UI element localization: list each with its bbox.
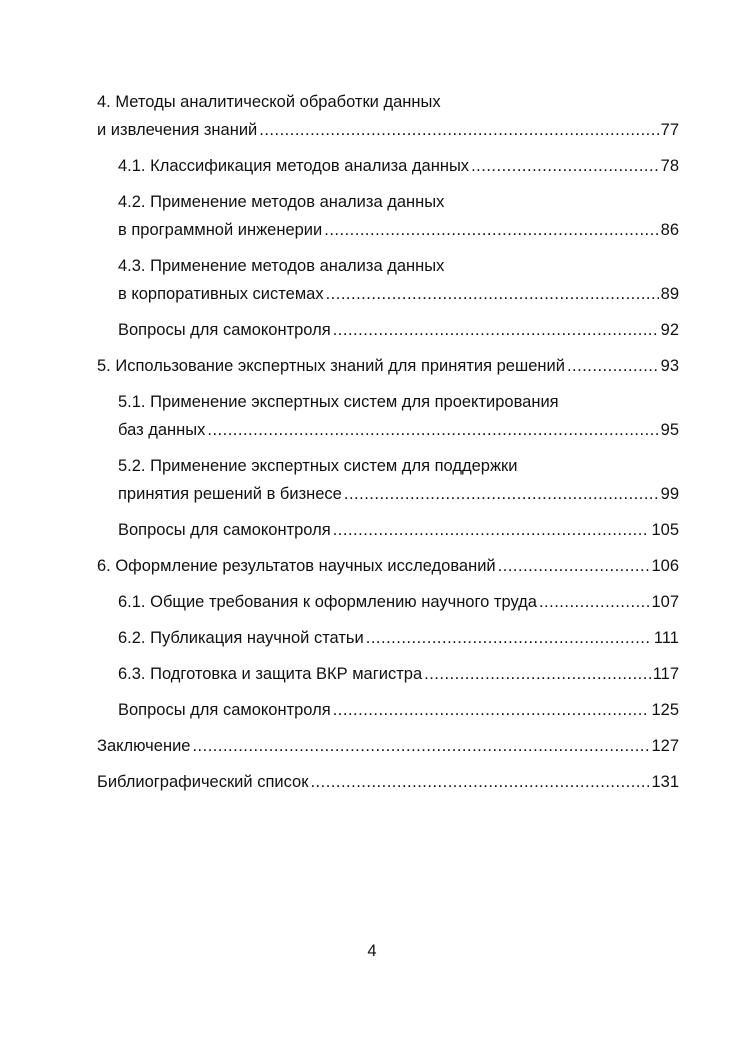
- toc-entry-title: Заключение: [97, 737, 191, 755]
- toc-entry-title-line1: 5.2. Применение экспертных систем для поддержки: [118, 457, 518, 475]
- toc-entry-6-3: [97, 660, 679, 688]
- toc-entry-page: 95: [660, 421, 679, 439]
- toc-entry-page: 78: [660, 157, 679, 175]
- toc-entry-title-line1: 4.3. Применение методов анализа данных: [118, 257, 445, 275]
- toc-entry-title: в корпоративных системах: [118, 285, 324, 303]
- toc-entry-4-3: [97, 252, 679, 308]
- table-of-contents: [97, 88, 679, 796]
- toc-entry-title: Библиографический список: [97, 773, 309, 791]
- dot-leader: [539, 588, 650, 616]
- toc-entry-title: 4.1. Классификация методов анализа данных: [118, 157, 470, 175]
- toc-entry-title: баз данных: [118, 421, 206, 439]
- page-number: 4: [367, 942, 377, 960]
- toc-entry-title: в программной инженерии: [118, 221, 323, 239]
- toc-entry-questions-5: [97, 516, 679, 544]
- toc-entry-title: 6. Оформление результатов научных исследований: [97, 557, 496, 575]
- toc-entry-title: Вопросы для самоконтроля: [118, 701, 331, 719]
- toc-entry-page: 106: [651, 557, 679, 575]
- toc-entry-conclusion: [97, 732, 679, 760]
- toc-entry-6-1: [97, 588, 679, 616]
- toc-entry-title: 6.2. Публикация научной статьи: [118, 629, 364, 647]
- dot-leader: [366, 624, 652, 652]
- toc-entry-title: Вопросы для самоконтроля: [118, 321, 331, 339]
- dot-leader: [259, 116, 658, 144]
- toc-entry-page: 111: [653, 629, 679, 647]
- toc-entry-page: 117: [652, 665, 679, 683]
- toc-entry-title: Вопросы для самоконтроля: [118, 521, 331, 539]
- toc-entry-page: 92: [660, 321, 679, 339]
- dot-leader: [344, 480, 659, 508]
- dot-leader: [326, 280, 659, 308]
- toc-entry-title-line1: 5.1. Применение экспертных систем для проектирования: [118, 393, 559, 411]
- toc-entry-4: [97, 88, 679, 144]
- dot-leader: [498, 552, 650, 580]
- toc-entry-title: принятия решений в бизнесе: [118, 485, 342, 503]
- toc-entry-page: 93: [660, 357, 679, 375]
- toc-entry-5-1: [97, 388, 679, 444]
- toc-entry-page: 127: [651, 737, 679, 755]
- toc-entry-questions-4: [97, 316, 679, 344]
- dot-leader: [324, 216, 658, 244]
- toc-entry-page: 105: [651, 521, 679, 539]
- dot-leader: [471, 152, 659, 180]
- toc-entry-title: и извлечения знаний: [97, 121, 258, 139]
- toc-entry-4-1: [97, 152, 679, 180]
- dot-leader: [333, 316, 659, 344]
- toc-entry-title: 6.3. Подготовка и защита ВКР магистра: [118, 665, 423, 683]
- dot-leader: [192, 732, 649, 760]
- toc-entry-page: 77: [660, 121, 679, 139]
- toc-entry-4-2: [97, 188, 679, 244]
- toc-entry-page: 89: [660, 285, 679, 303]
- toc-entry-6: [97, 552, 679, 580]
- toc-entry-page: 125: [651, 701, 679, 719]
- dot-leader: [310, 768, 649, 796]
- toc-entry-page: 99: [660, 485, 679, 503]
- toc-entry-5-2: [97, 452, 679, 508]
- toc-entry-6-2: [97, 624, 679, 652]
- dot-leader: [424, 660, 651, 688]
- dot-leader: [333, 516, 650, 544]
- toc-entry-page: 107: [651, 593, 679, 611]
- toc-entry-5: [97, 352, 679, 380]
- dot-leader: [333, 696, 650, 724]
- toc-entry-title-line1: 4.2. Применение методов анализа данных: [118, 193, 445, 211]
- dot-leader: [207, 416, 658, 444]
- toc-entry-page: 131: [651, 773, 679, 791]
- toc-entry-questions-6: [97, 696, 679, 724]
- dot-leader: [567, 352, 659, 380]
- toc-entry-title: 5. Использование экспертных знаний для принятия решений: [97, 357, 565, 375]
- toc-entry-page: 86: [660, 221, 679, 239]
- toc-entry-bibliography: [97, 768, 679, 796]
- toc-entry-title: 6.1. Общие требования к оформлению научного труда: [118, 593, 537, 611]
- toc-entry-title-line1: 4. Методы аналитической обработки данных: [97, 93, 441, 111]
